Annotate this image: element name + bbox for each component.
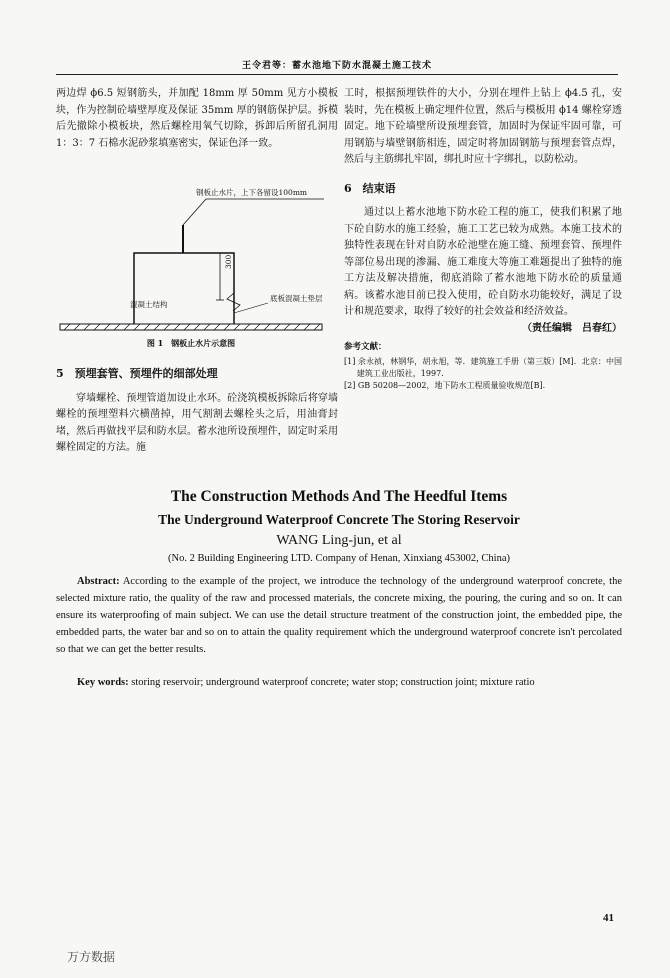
right-paragraph: 工时，根据预埋铁件的大小，分别在埋件上钻上 ϕ4.5 孔，安装时，先在模板上确定埋件位置，然后与模板用 ϕ14 螺栓穿透固定。地下砼墙壁所设预埋套管，加固时为保证牢固可靠，可用钢筋与墙壁钢筋相连，固定时将加固钢筋与预埋套管点焊，然后与主筋绑扎牢固，绑扎时应十字绑扎，以防松动。	[344, 88, 622, 165]
english-author: WANG Ling-jun, et al	[276, 533, 402, 548]
figure-label-dimension: 300	[224, 254, 233, 269]
abstract-text: According to the example of the project, we introduce the technology of the underground waterproof concrete, the selected mixture ratio, the quality of the raw and processed materials, the concrete mixing, the pouring, the curing and so on. It can ensure its waterproofing of main subject. We can use the detail structure treatment of the construction joint, the embedded pipe, the embedded parts, the water bar and so on to attain the quality requirement which the underground waterproof concrete isn't percolated so that we can get the better results.	[56, 576, 622, 655]
section-5-title: 5 预埋套管、预埋件的细部处理	[56, 367, 218, 380]
watermark: 万方数据	[67, 950, 116, 964]
running-header: 王令君等：蓄水池地下防水混凝土施工技术	[56, 58, 618, 75]
figure-caption: 图 1 钢板止水片示意图	[146, 338, 236, 348]
steel-water-stop-diagram	[56, 185, 338, 335]
left-column-lower	[56, 358, 338, 457]
english-affiliation: (No. 2 Building Engineering LTD. Company of Henan, Xinxiang 453002, China)	[168, 553, 510, 564]
section-6-text: 通过以上蓄水池地下防水砼工程的施工，使我们积累了地下砼自防水的施工经验，施工工艺已较为成熟。本施工技术的独特性表现在针对自防水砼池壁在施工缝、预埋套管、预埋件等部位易出现的渗漏、施工难度大等施工难题提出了独特的施工方法及解决措施，彻底消除了蓄水池地下防水砼的质量通病。该蓄水池目前已投入使用，砼自防水功能较好，满足了设计和规范要求，取得了较好的社会效益和经济效益。	[344, 207, 622, 317]
keywords-text: storing reservoir; underground waterproof concrete; water stop; construction joint; mixture ratio	[131, 677, 535, 688]
figure-1	[56, 185, 338, 355]
section-6-title: 6 结束语	[344, 181, 396, 195]
english-title-line-2: The Underground Waterproof Concrete The Storing Reservoir	[158, 512, 520, 527]
figure-label-steel-plate: 钢板止水片，上下各留设100mm	[196, 188, 308, 197]
english-title-line-1: The Construction Methods And The Heedful Items	[170, 488, 508, 505]
page-number: 41	[603, 912, 614, 924]
keywords-label: Key words:	[77, 677, 129, 688]
english-abstract	[56, 573, 622, 658]
left-paragraph: 两边焊 ϕ6.5 短钢筋头，并加配 18mm 厚 50mm 见方小模板块，作为控制砼墙壁厚度及保证 35mm 厚的钢筋保护层。拆模后先撤除小模板块，然后螺栓用氧气切除，拆卸后所留孔洞用 1：3：7 石棉水泥砂浆填塞密实，保证色泽一致。	[56, 88, 338, 149]
editor-note: （责任编辑 吕春红）	[522, 322, 622, 334]
references-heading: 参考文献：	[344, 342, 387, 352]
reference-1: [1] 余永祯，林钢华，胡永旭，等．建筑施工手册（第三版）[M]．北京：中国建筑工业出版社，1997.	[344, 356, 622, 378]
right-column	[344, 86, 622, 392]
figure-label-cushion: 底板混凝土垫层	[270, 294, 323, 303]
left-column	[56, 86, 338, 152]
section-5-text: 穿墙螺栓、预埋管道加设止水环。砼浇筑模板拆除后将穿墙螺栓的预埋塑料穴横凿掉，用气割割去螺栓头之后，用油膏封堵，然后再做找平层和防水层。蓄水池所设预埋件，固定时采用螺栓固定的方法。施	[56, 392, 338, 453]
abstract-label: Abstract:	[77, 576, 120, 587]
figure-label-concrete: 混凝土结构	[130, 300, 168, 309]
reference-2: [2] GB 50208—2002，地下防水工程质量验收规范[B].	[344, 380, 546, 390]
english-keywords	[56, 674, 622, 691]
